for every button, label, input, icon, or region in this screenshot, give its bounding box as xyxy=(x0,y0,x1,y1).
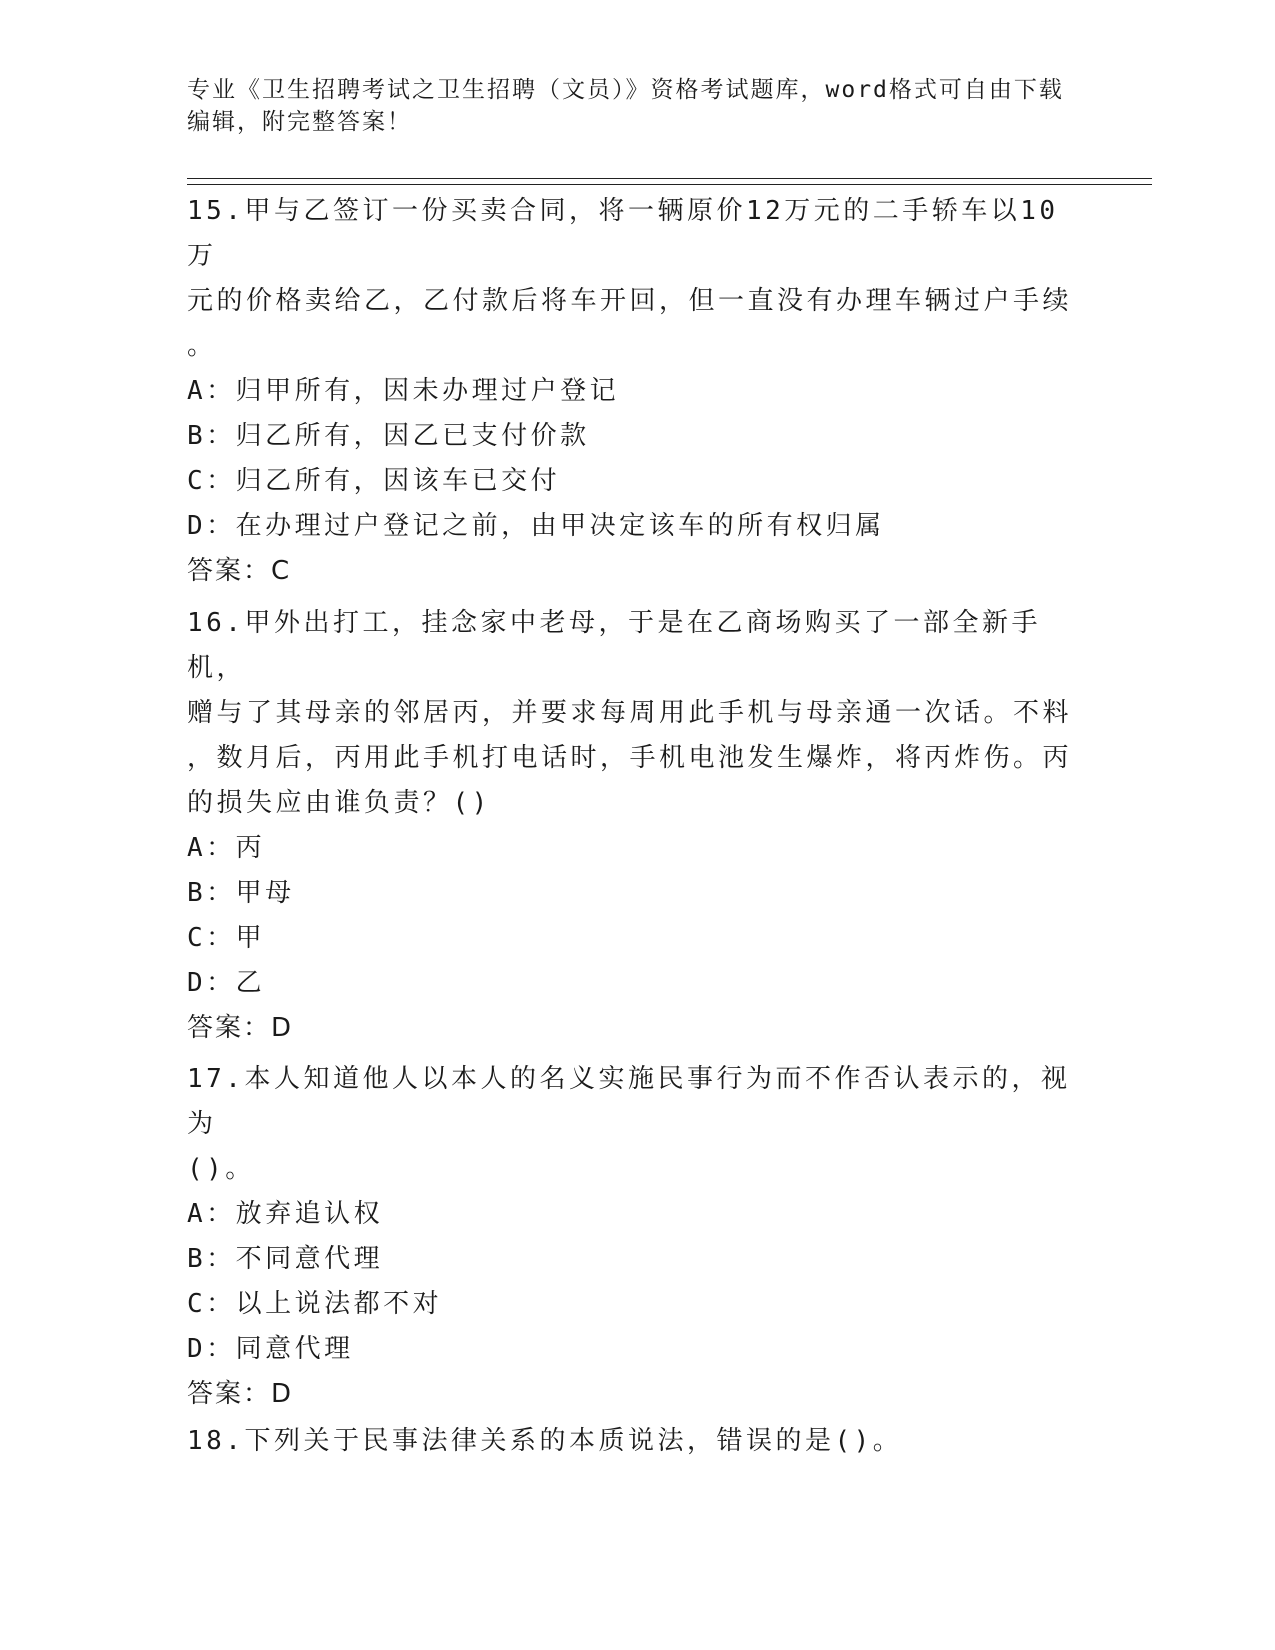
answer: 答案：D xyxy=(187,1379,294,1409)
question-stem-line: ()。 xyxy=(187,1154,255,1184)
option-c: C：归乙所有，因该车已交付 xyxy=(187,466,561,496)
question-stem-line: 元的价格卖给乙，乙付款后将车开回，但一直没有办理车辆过户手续 xyxy=(187,286,1073,316)
question-stem-line: 。 xyxy=(187,331,217,361)
document-header xyxy=(187,74,1067,138)
question-16 xyxy=(187,601,1077,1051)
question-stem-line: 15.甲与乙签订一份买卖合同，将一辆原价12万元的二手轿车以10万 xyxy=(187,196,1059,271)
question-stem-line: 的损失应由谁负责？() xyxy=(187,788,491,818)
option-c: C：甲 xyxy=(187,923,266,953)
header-divider-bottom xyxy=(187,184,1152,185)
question-18 xyxy=(187,1419,1077,1464)
option-b: B：归乙所有，因乙已支付价款 xyxy=(187,421,590,451)
answer: 答案：D xyxy=(187,1013,294,1043)
option-a: A：放弃追认权 xyxy=(187,1199,384,1229)
question-stem-line: 18.下列关于民事法律关系的本质说法，错误的是()。 xyxy=(187,1426,903,1456)
question-stem-line: ，数月后，丙用此手机打电话时，手机电池发生爆炸，将丙炸伤。丙 xyxy=(187,743,1073,773)
option-a: A：归甲所有，因未办理过户登记 xyxy=(187,376,620,406)
option-d: D：同意代理 xyxy=(187,1334,354,1364)
option-b: B：不同意代理 xyxy=(187,1244,384,1274)
header-line-2: 编辑，附完整答案！ xyxy=(187,109,412,135)
answer: 答案：C xyxy=(187,556,292,586)
option-d: D：在办理过户登记之前，由甲决定该车的所有权归属 xyxy=(187,511,885,541)
option-a: A：丙 xyxy=(187,833,266,863)
header-divider-top xyxy=(187,178,1152,179)
question-stem-line: 16.甲外出打工，挂念家中老母，于是在乙商场购买了一部全新手机， xyxy=(187,608,1041,683)
option-d: D：乙 xyxy=(187,968,266,998)
header-line-1: 专业《卫生招聘考试之卫生招聘（文员）》资格考试题库，word格式可自由下载 xyxy=(187,77,1064,103)
option-c: C：以上说法都不对 xyxy=(187,1289,443,1319)
option-b: B：甲母 xyxy=(187,878,295,908)
question-15 xyxy=(187,189,1077,594)
question-17 xyxy=(187,1057,1077,1417)
question-stem-line: 赠与了其母亲的邻居丙，并要求每周用此手机与母亲通一次话。不料 xyxy=(187,698,1073,728)
question-stem-line: 17.本人知道他人以本人的名义实施民事行为而不作否认表示的，视为 xyxy=(187,1064,1071,1139)
